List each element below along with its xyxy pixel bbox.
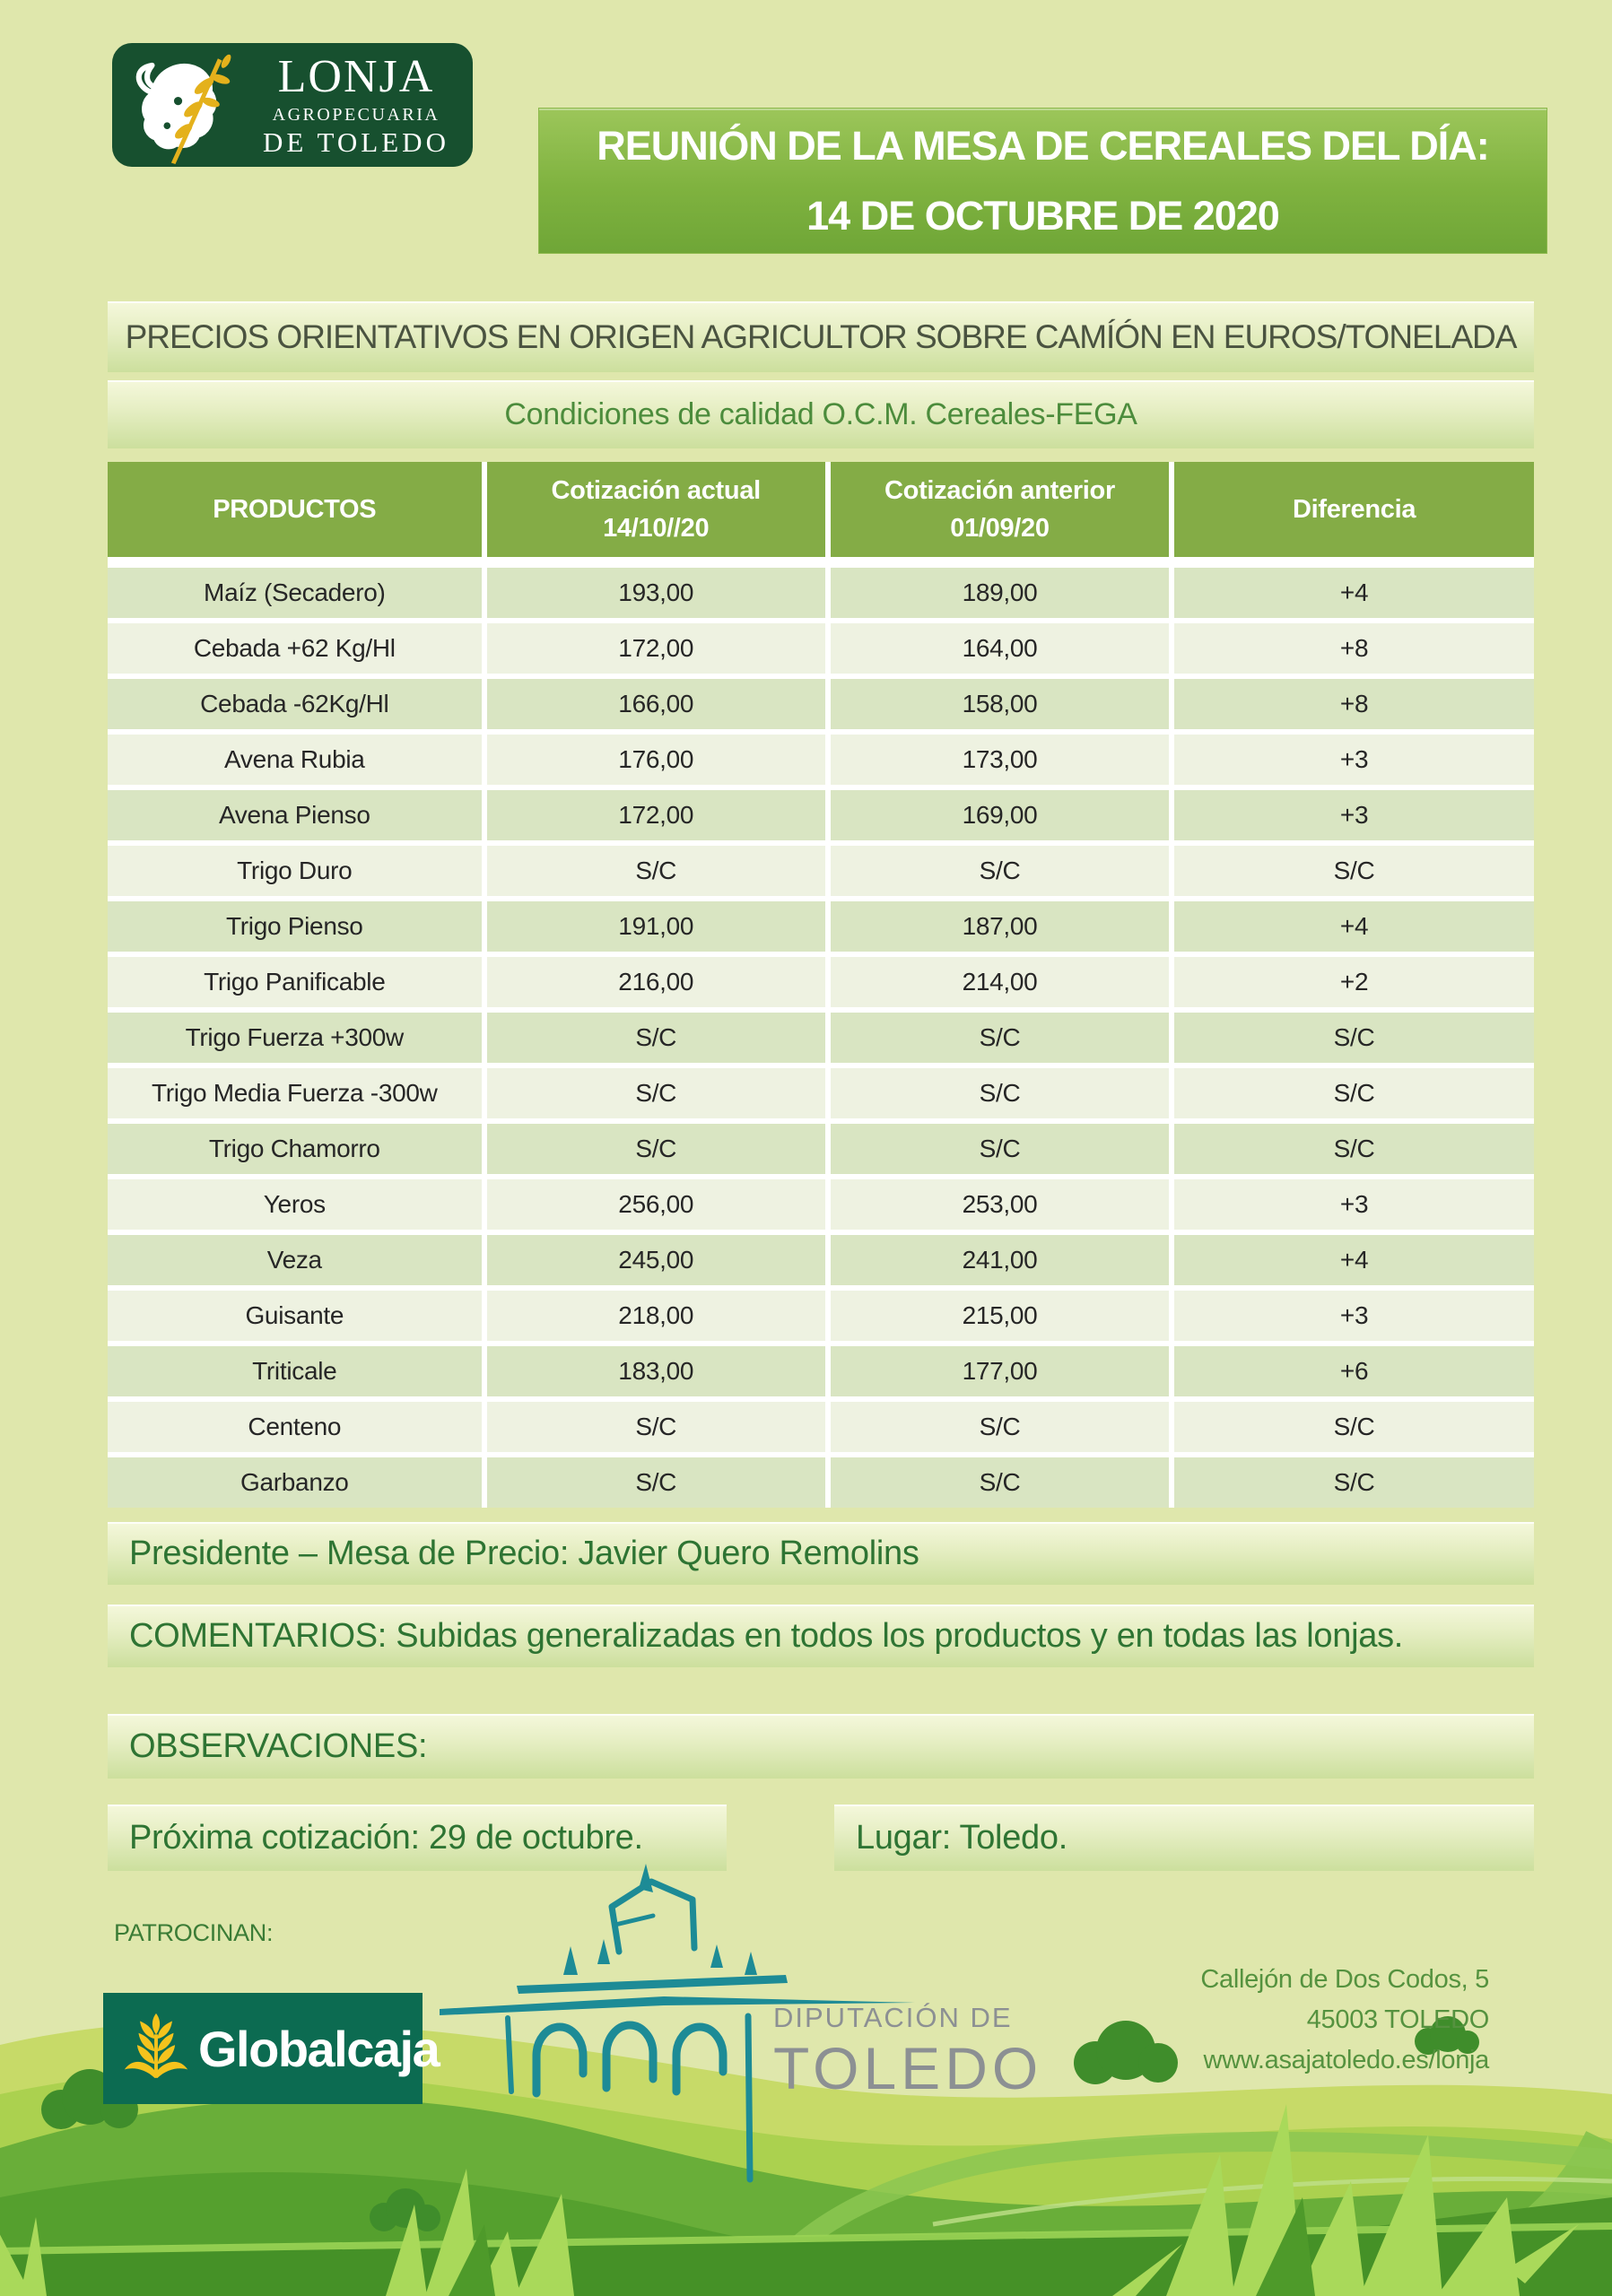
value-cell: 169,00 bbox=[831, 790, 1169, 840]
value-cell: S/C bbox=[831, 1457, 1169, 1508]
value-cell: 191,00 bbox=[487, 901, 825, 952]
price-table-body bbox=[108, 568, 1534, 1508]
value-cell: 166,00 bbox=[487, 679, 825, 729]
lonja-logo-text bbox=[256, 51, 457, 158]
contact-address bbox=[1200, 1960, 1489, 2081]
value-cell: S/C bbox=[487, 1124, 825, 1174]
value-cell: 183,00 bbox=[487, 1346, 825, 1396]
column-header: Cotización actual 14/10//20 bbox=[487, 462, 825, 557]
value-cell: S/C bbox=[831, 846, 1169, 896]
globalcaja-wordmark: Globalcaja bbox=[198, 2020, 440, 2077]
column-header: Diferencia bbox=[1174, 462, 1534, 557]
value-cell: +3 bbox=[1174, 735, 1534, 785]
value-cell: 216,00 bbox=[487, 957, 825, 1007]
value-cell: S/C bbox=[487, 1402, 825, 1452]
value-cell: S/C bbox=[831, 1068, 1169, 1118]
value-cell: +2 bbox=[1174, 957, 1534, 1007]
column-header: PRODUCTOS bbox=[108, 462, 482, 557]
diputacion-line-2: TOLEDO bbox=[773, 2035, 1043, 2101]
value-cell: 245,00 bbox=[487, 1235, 825, 1285]
value-cell: 253,00 bbox=[831, 1179, 1169, 1230]
value-cell: S/C bbox=[1174, 1068, 1534, 1118]
value-cell: 218,00 bbox=[487, 1291, 825, 1341]
product-cell: Guisante bbox=[108, 1291, 482, 1341]
value-cell: 158,00 bbox=[831, 679, 1169, 729]
diputacion-wordmark bbox=[773, 2002, 1043, 2101]
product-cell: Trigo Panificable bbox=[108, 957, 482, 1007]
globalcaja-logo bbox=[103, 1993, 440, 2104]
section-observaciones: OBSERVACIONES: bbox=[108, 1714, 1534, 1779]
address-city: 45003 TOLEDO bbox=[1306, 2005, 1489, 2034]
product-cell: Veza bbox=[108, 1235, 482, 1285]
lonja-logo bbox=[112, 43, 473, 167]
value-cell: +3 bbox=[1174, 1291, 1534, 1341]
diputacion-line-1: DIPUTACIÓN DE bbox=[773, 2002, 1013, 2033]
value-cell: 214,00 bbox=[831, 957, 1169, 1007]
product-cell: Cebada +62 Kg/Hl bbox=[108, 623, 482, 674]
value-cell: S/C bbox=[831, 1013, 1169, 1063]
title-banner bbox=[538, 108, 1547, 254]
value-cell: +3 bbox=[1174, 790, 1534, 840]
product-cell: Trigo Media Fuerza -300w bbox=[108, 1068, 482, 1118]
logo-word-lonja: LONJA bbox=[277, 51, 435, 102]
value-cell: +8 bbox=[1174, 623, 1534, 674]
value-cell: S/C bbox=[487, 846, 825, 896]
value-cell: 177,00 bbox=[831, 1346, 1169, 1396]
address-street: Callejón de Dos Codos, 5 bbox=[1200, 1965, 1489, 1994]
section-comentarios: COMENTARIOS: Subidas generalizadas en todos los productos y en todas las lonjas. bbox=[108, 1605, 1534, 1667]
price-table bbox=[108, 462, 1534, 1508]
value-cell: 241,00 bbox=[831, 1235, 1169, 1285]
product-cell: Trigo Duro bbox=[108, 846, 482, 896]
value-cell: S/C bbox=[1174, 1013, 1534, 1063]
value-cell: 172,00 bbox=[487, 623, 825, 674]
product-cell: Triticale bbox=[108, 1346, 482, 1396]
value-cell: S/C bbox=[487, 1457, 825, 1508]
value-cell: +6 bbox=[1174, 1346, 1534, 1396]
logo-word-de-toledo: DE TOLEDO bbox=[263, 126, 449, 158]
value-cell: S/C bbox=[1174, 846, 1534, 896]
value-cell: 173,00 bbox=[831, 735, 1169, 785]
value-cell: 189,00 bbox=[831, 568, 1169, 618]
value-cell: 256,00 bbox=[487, 1179, 825, 1230]
value-cell: S/C bbox=[831, 1124, 1169, 1174]
value-cell: +8 bbox=[1174, 679, 1534, 729]
title-line-2: 14 DE OCTUBRE DE 2020 bbox=[806, 192, 1279, 239]
wheat-icon bbox=[118, 2005, 195, 2092]
product-cell: Avena Pienso bbox=[108, 790, 482, 840]
value-cell: 215,00 bbox=[831, 1291, 1169, 1341]
value-cell: S/C bbox=[1174, 1457, 1534, 1508]
bull-and-wheat-icon bbox=[121, 48, 256, 164]
section-proxima-cotizacion: Próxima cotización: 29 de octubre. bbox=[108, 1805, 727, 1871]
value-cell: 187,00 bbox=[831, 901, 1169, 952]
address-website: www.asajatoledo.es/lonja bbox=[1203, 2045, 1489, 2074]
product-cell: Avena Rubia bbox=[108, 735, 482, 785]
product-cell: Trigo Pienso bbox=[108, 901, 482, 952]
product-cell: Garbanzo bbox=[108, 1457, 482, 1508]
product-cell: Yeros bbox=[108, 1179, 482, 1230]
product-cell: Trigo Chamorro bbox=[108, 1124, 482, 1174]
condiciones-banner: Condiciones de calidad O.C.M. Cereales-FEGA bbox=[108, 380, 1534, 448]
value-cell: S/C bbox=[487, 1068, 825, 1118]
value-cell: 193,00 bbox=[487, 568, 825, 618]
title-line-1: REUNIÓN DE LA MESA DE CEREALES DEL DÍA: bbox=[597, 123, 1489, 170]
logo-word-agropecuaria: AGROPECUARIA bbox=[272, 105, 440, 125]
product-cell: Cebada -62Kg/Hl bbox=[108, 679, 482, 729]
value-cell: +3 bbox=[1174, 1179, 1534, 1230]
section-presidente: Presidente – Mesa de Precio: Javier Quero Remolins bbox=[108, 1522, 1534, 1585]
precios-banner: PRECIOS ORIENTATIVOS EN ORIGEN AGRICULTOR SOBRE CAMÍÓN EN EUROS/TONELADA bbox=[108, 301, 1534, 372]
diputacion-toledo-logo bbox=[431, 1864, 1041, 2187]
product-cell: Maíz (Secadero) bbox=[108, 568, 482, 618]
section-lugar: Lugar: Toledo. bbox=[834, 1805, 1534, 1871]
value-cell: 164,00 bbox=[831, 623, 1169, 674]
product-cell: Centeno bbox=[108, 1402, 482, 1452]
value-cell: 176,00 bbox=[487, 735, 825, 785]
patrocinan-label: PATROCINAN: bbox=[114, 1919, 274, 1946]
value-cell: +4 bbox=[1174, 1235, 1534, 1285]
value-cell: S/C bbox=[831, 1402, 1169, 1452]
column-header: Cotización anterior 01/09/20 bbox=[831, 462, 1169, 557]
product-cell: Trigo Fuerza +300w bbox=[108, 1013, 482, 1063]
value-cell: +4 bbox=[1174, 901, 1534, 952]
value-cell: +4 bbox=[1174, 568, 1534, 618]
value-cell: S/C bbox=[1174, 1402, 1534, 1452]
value-cell: S/C bbox=[487, 1013, 825, 1063]
value-cell: 172,00 bbox=[487, 790, 825, 840]
value-cell: S/C bbox=[1174, 1124, 1534, 1174]
price-table-header bbox=[108, 462, 1534, 557]
